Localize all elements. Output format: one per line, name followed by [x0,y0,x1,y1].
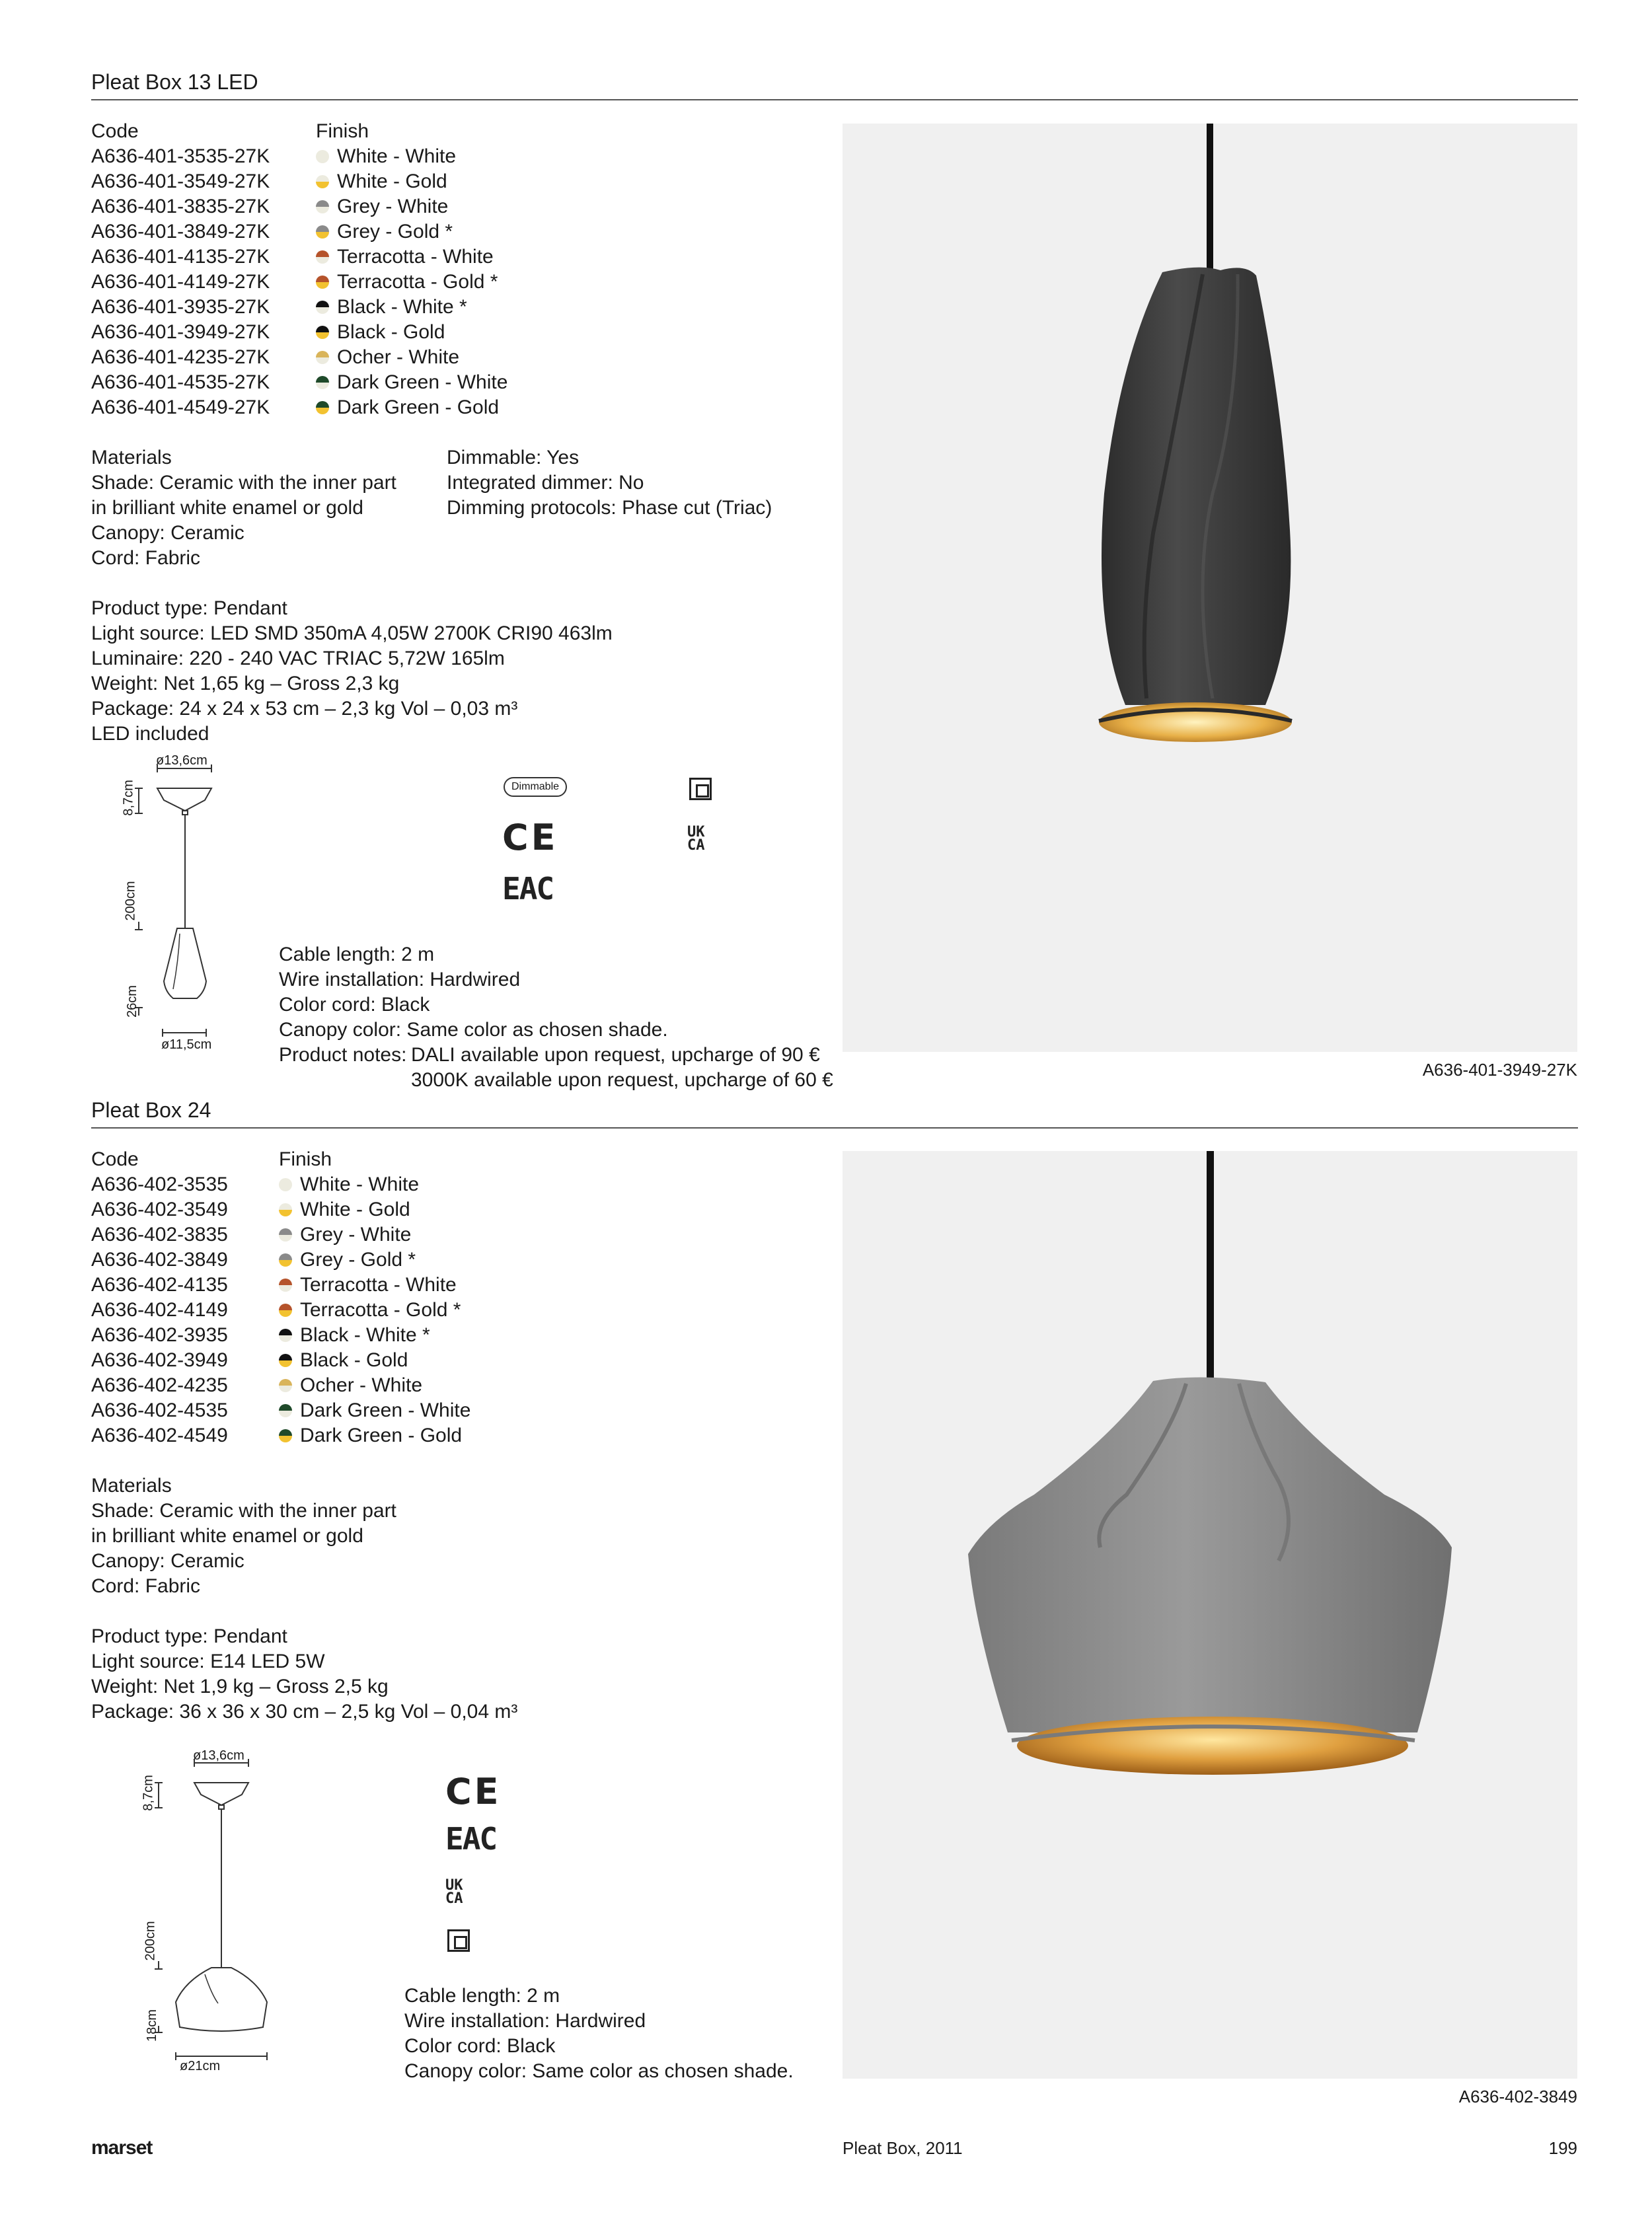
spec-line: Light source: LED SMD 350mA 4,05W 2700K CRI90 463lm [91,622,613,644]
finish-swatch-icon [279,1354,292,1367]
finish-header: Finish [316,120,369,142]
finish-swatch-icon [279,1178,292,1191]
cable-info-line: Wire installation: Hardwired [279,969,521,990]
footer-title: Pleat Box, 2011 [843,2138,963,2158]
cable-length-label: 200cm [123,881,138,921]
cable-info-line: Cable length: 2 m [279,944,435,965]
cable-length-label: 200cm [143,1921,158,1961]
spec-line: Product type: Pendant [91,597,287,619]
finish-swatch-icon [316,351,329,364]
finish-label: White - White [300,1173,420,1195]
finish-item [316,370,507,395]
specs-block [91,1624,517,1725]
finish-item [279,1273,470,1298]
product-code: A636-401-4149-27K [91,271,270,293]
finish-swatch-icon [279,1329,292,1342]
pendant-lamp-image [843,124,1577,1052]
product-code: A636-402-3949 [91,1349,228,1371]
spec-line: LED included [91,723,209,745]
cable-info-block [404,1984,794,2084]
product-note: DALI available upon request, upcharge of 90 € [411,1044,820,1066]
dimming-line: Integrated dimmer: No [447,472,644,494]
dimmable-badge: Dimmable [504,777,567,797]
dimming-line: Dimming protocols: Phase cut (Triac) [447,497,772,519]
finish-swatch-icon [279,1253,292,1267]
finish-item [316,345,507,370]
finish-swatch-icon [316,301,329,314]
finish-item [279,1247,470,1273]
cable-info-block [279,942,668,1043]
finish-item [279,1197,470,1222]
cable-info-line: Wire installation: Hardwired [404,2010,646,2032]
product-code: A636-401-4535-27K [91,371,270,393]
finish-swatch-icon [316,326,329,339]
finish-item [279,1423,470,1448]
photo-caption: A636-402-3849 [1458,2087,1577,2106]
materials-line: Shade: Ceramic with the inner part [91,1500,396,1522]
product-note: 3000K available upon request, upcharge of 60 € [411,1069,833,1091]
finish-swatch-icon [279,1404,292,1417]
product-code: A636-401-3949-27K [91,321,270,343]
canopy-diameter-label: ø13,6cm [193,1748,244,1763]
finish-label: Black - Gold [337,321,445,343]
finish-label: Grey - Gold * [300,1249,416,1271]
finish-swatch-icon [279,1379,292,1392]
ukca-mark-icon: UK CA [687,824,705,854]
product-photo [843,1151,1577,2079]
class-ii-icon [447,1929,470,1952]
finish-label: Terracotta - White [337,246,494,268]
product-code: A636-402-3935 [91,1324,228,1346]
finish-item [279,1398,470,1423]
finish-swatch-icon [279,1279,292,1292]
code-list [91,1147,228,1448]
materials-line: Shade: Ceramic with the inner part [91,472,396,494]
dimension-drawing [119,757,264,1054]
canopy-diameter-label: ø13,6cm [156,753,207,768]
materials-line: Canopy: Ceramic [91,522,244,544]
canopy-height-label: 8,7cm [141,1775,156,1811]
materials-line: Canopy: Ceramic [91,1550,244,1572]
product-code: A636-401-4135-27K [91,246,270,268]
finish-list [316,119,507,420]
code-header: Code [91,120,139,142]
finish-item [316,169,507,194]
section-divider [91,1127,1578,1129]
product-code: A636-401-4549-27K [91,396,270,418]
finish-swatch-icon [316,200,329,213]
finish-label: Ocher - White [337,346,460,368]
materials-line: Cord: Fabric [91,547,201,569]
finish-label: White - Gold [337,170,447,192]
spec-line: Product type: Pendant [91,1625,287,1647]
finish-item [279,1323,470,1348]
finish-item [316,320,507,345]
finish-swatch-icon [316,401,329,414]
product-code: A636-401-3835-27K [91,196,270,217]
shade-diameter-label: ø11,5cm [161,1037,212,1052]
ce-mark-icon: CE [502,817,558,858]
code-header: Code [91,1148,139,1170]
finish-swatch-icon [279,1429,292,1442]
finish-swatch-icon [316,225,329,239]
finish-label: White - White [337,145,457,167]
product-code: A636-402-3549 [91,1199,228,1220]
finish-label: Terracotta - Gold * [300,1299,461,1321]
finish-label: White - Gold [300,1199,410,1220]
shade-height-label: 18cm [144,2009,159,2042]
materials-line: Materials [91,447,172,468]
finish-label: Dark Green - Gold [300,1425,463,1446]
finish-swatch-icon [279,1228,292,1242]
cable-info-line: Cable length: 2 m [404,1985,560,2007]
cable-info-line: Color cord: Black [404,2035,556,2057]
finish-item [279,1348,470,1373]
finish-item [316,244,507,270]
materials-line: Materials [91,1475,172,1497]
product-code: A636-401-4235-27K [91,346,270,368]
pendant-lamp-image [843,1151,1577,2079]
finish-swatch-icon [316,250,329,264]
finish-label: Grey - White [337,196,449,217]
spec-line: Weight: Net 1,9 kg – Gross 2,5 kg [91,1676,389,1697]
class-ii-icon [689,778,712,800]
product-code: A636-402-3835 [91,1224,228,1245]
code-list [91,119,270,420]
canopy-height-label: 8,7cm [121,780,136,816]
finish-item [316,295,507,320]
specs-block [91,596,613,747]
spec-line: Light source: E14 LED 5W [91,1651,325,1672]
finish-label: Dark Green - White [300,1399,471,1421]
ukca-mark-icon: UK CA [445,1877,463,1907]
finish-item [279,1172,470,1197]
materials-block [91,1473,396,1599]
materials-block [91,445,396,571]
product-notes-block [411,1043,833,1093]
finish-label: Black - White * [300,1324,430,1346]
brand-logo: marset [91,2137,153,2159]
spec-line: Package: 36 x 36 x 30 cm – 2,5 kg Vol – 0,04 m³ [91,1701,518,1723]
product-code: A636-402-4149 [91,1299,228,1321]
materials-line: in brilliant white enamel or gold [91,497,363,519]
finish-item [279,1222,470,1247]
cable-info-line: Canopy color: Same color as chosen shade. [404,2060,794,2082]
finish-item [316,144,507,169]
finish-label: Grey - White [300,1224,412,1245]
spec-line: Luminaire: 220 - 240 VAC TRIAC 5,72W 165lm [91,648,505,669]
finish-item [316,219,507,244]
finish-item [316,270,507,295]
product-code: A636-402-3535 [91,1173,228,1195]
section-title: Pleat Box 24 [91,1098,211,1122]
product-code: A636-401-3549-27K [91,170,270,192]
product-code: A636-401-3849-27K [91,221,270,242]
product-code: A636-402-4535 [91,1399,228,1421]
finish-label: Terracotta - White [300,1274,457,1296]
finish-label: Grey - Gold * [337,221,453,242]
eac-mark-icon: EAC [502,871,554,907]
product-code: A636-402-4235 [91,1374,228,1396]
finish-item [316,194,507,219]
shade-height-label: 26cm [124,985,139,1018]
product-code: A636-401-3535-27K [91,145,270,167]
dimming-block [447,445,772,521]
finish-item [279,1298,470,1323]
photo-caption: A636-401-3949-27K [1422,1060,1577,1080]
finish-swatch-icon [279,1304,292,1317]
dimension-drawing [139,1750,297,2073]
section-divider [91,99,1578,100]
spec-line: Weight: Net 1,65 kg – Gross 2,3 kg [91,673,400,694]
finish-list [279,1147,470,1448]
page-number: 199 [1548,2138,1577,2158]
product-code: A636-401-3935-27K [91,296,270,318]
shade-diameter-label: ø21cm [180,2059,221,2073]
finish-label: Terracotta - Gold * [337,271,498,293]
dimming-line: Dimmable: Yes [447,447,580,468]
finish-swatch-icon [316,175,329,188]
finish-swatch-icon [316,376,329,389]
eac-mark-icon: EAC [445,1821,497,1857]
materials-line: in brilliant white enamel or gold [91,1525,363,1547]
finish-swatch-icon [316,276,329,289]
product-photo [843,124,1577,1052]
finish-label: Ocher - White [300,1374,423,1396]
materials-line: Cord: Fabric [91,1575,201,1597]
ce-mark-icon: CE [445,1771,502,1812]
finish-label: Black - White * [337,296,467,318]
finish-header: Finish [279,1148,332,1170]
section-title: Pleat Box 13 LED [91,70,258,94]
product-code: A636-402-3849 [91,1249,228,1271]
finish-item [316,395,507,420]
product-code: A636-402-4135 [91,1274,228,1296]
finish-item [279,1373,470,1398]
spec-line: Package: 24 x 24 x 53 cm – 2,3 kg Vol – 0,03 m³ [91,698,518,720]
finish-label: Dark Green - White [337,371,508,393]
cable-info-line: Canopy color: Same color as chosen shade. [279,1019,668,1041]
finish-label: Dark Green - Gold [337,396,500,418]
finish-label: Black - Gold [300,1349,408,1371]
product-code: A636-402-4549 [91,1425,228,1446]
product-notes-label: Product notes: [279,1044,407,1066]
finish-swatch-icon [316,150,329,163]
finish-swatch-icon [279,1203,292,1216]
cable-info-line: Color cord: Black [279,994,430,1016]
